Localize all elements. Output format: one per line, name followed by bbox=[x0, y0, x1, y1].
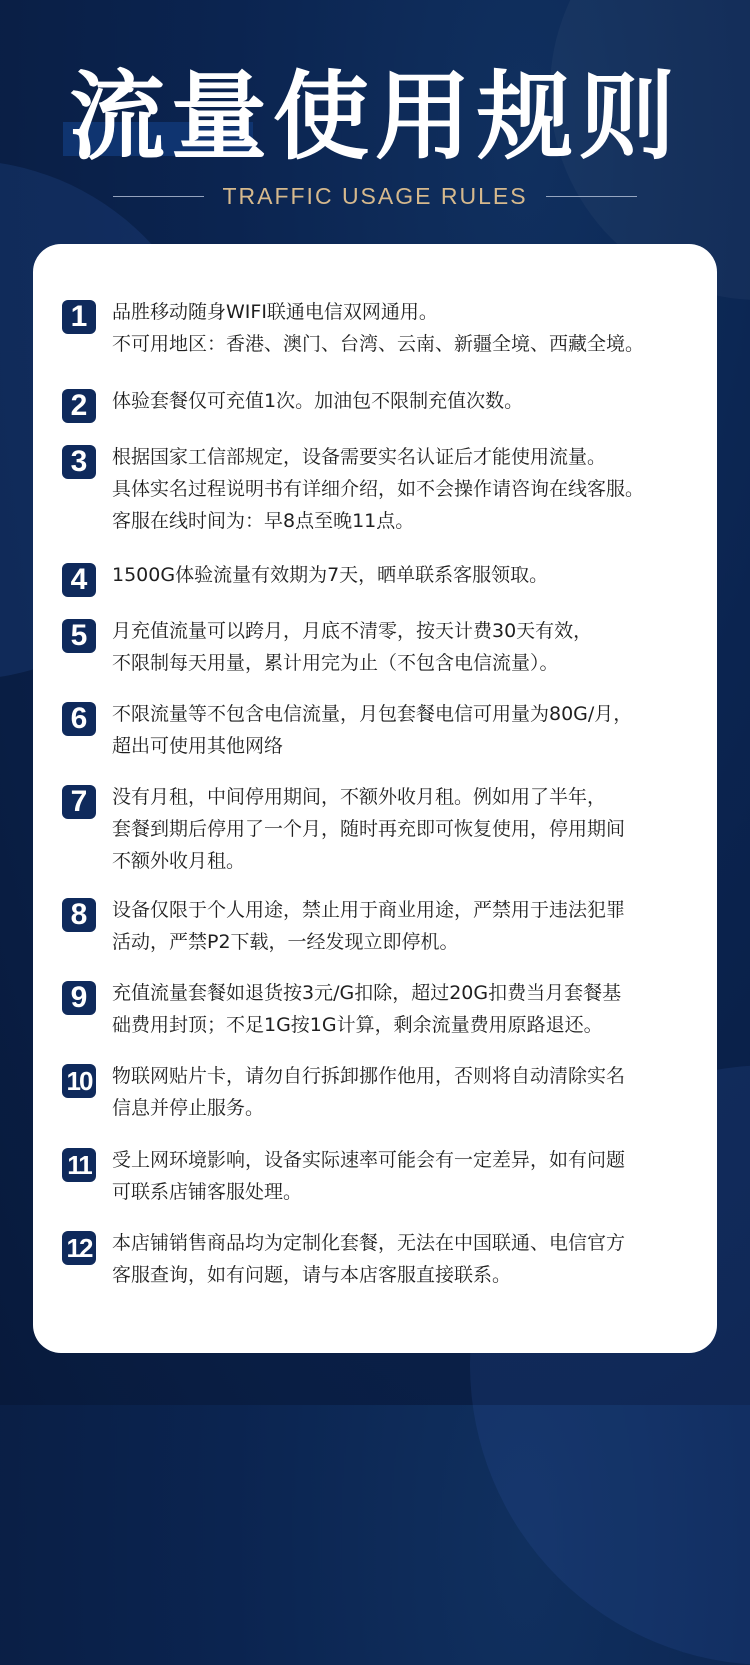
rule-item-11 bbox=[62, 1144, 702, 1208]
rule-text: 不限流量等不包含电信流量，月包套餐电信可用量为80G/月， 超出可使用其他网络 bbox=[112, 703, 633, 757]
rule-text: 物联网贴片卡，请勿自行拆卸挪作他用，否则将自动清除实名 信息并停止服务。 bbox=[112, 1065, 626, 1119]
rule-item-10 bbox=[62, 1060, 702, 1124]
rule-item-5 bbox=[62, 615, 702, 679]
rule-item-4 bbox=[62, 559, 702, 597]
title-area bbox=[0, 62, 750, 172]
rule-item-1 bbox=[62, 296, 702, 360]
rule-text: 设备仅限于个人用途，禁止用于商业用途，严禁用于违法犯罪 活动，严禁P2下载，一经发现立即停机。 bbox=[112, 899, 626, 953]
rule-number-badge: 8 bbox=[62, 898, 96, 932]
rule-item-6 bbox=[62, 698, 702, 762]
rule-number-badge: 6 bbox=[62, 702, 96, 736]
rule-number-badge: 4 bbox=[62, 563, 96, 597]
rule-number-badge: 2 bbox=[62, 389, 96, 423]
rule-number-badge: 10 bbox=[62, 1064, 96, 1098]
rule-text: 品胜移动随身WIFI联通电信双网通用。 不可用地区：香港、澳门、台湾、云南、新疆全境、西藏全境。 bbox=[112, 301, 645, 355]
rule-number-badge: 7 bbox=[62, 785, 96, 819]
divider-left bbox=[113, 196, 204, 197]
rule-number-badge: 3 bbox=[62, 445, 96, 479]
rule-number-badge: 5 bbox=[62, 619, 96, 653]
page-title bbox=[69, 62, 681, 172]
rule-number-badge: 11 bbox=[62, 1148, 96, 1182]
divider-right bbox=[546, 196, 637, 197]
rule-number-badge: 1 bbox=[62, 300, 96, 334]
page-subtitle: TRAFFIC USAGE RULES bbox=[222, 182, 528, 209]
rules-card bbox=[33, 244, 717, 1353]
rule-item-9 bbox=[62, 977, 702, 1041]
rule-item-2 bbox=[62, 385, 702, 423]
rule-text: 充值流量套餐如退货按3元/G扣除，超过20G扣费当月套餐基 础费用封顶；不足1G按1G计算，剩余流量费用原路退还。 bbox=[112, 982, 622, 1036]
rule-item-7 bbox=[62, 781, 702, 877]
rule-text: 本店铺销售商品均为定制化套餐，无法在中国联通、电信官方 客服查询，如有问题，请与本店客服直接联系。 bbox=[112, 1232, 626, 1286]
rule-text: 1500G体验流量有效期为7天，晒单联系客服领取。 bbox=[112, 564, 549, 586]
rule-text: 根据国家工信部规定，设备需要实名认证后才能使用流量。 具体实名过程说明书有详细介绍，如不会操作请咨询在线客服。 客服在线时间为：早8点至晚11点。 bbox=[112, 446, 645, 532]
rule-number-badge: 12 bbox=[62, 1231, 96, 1265]
page-title-text: 流量使用规则 bbox=[69, 61, 681, 173]
rule-text: 受上网环境影响，设备实际速率可能会有一定差异，如有问题 可联系店铺客服处理。 bbox=[112, 1149, 626, 1203]
rule-item-12 bbox=[62, 1227, 702, 1291]
rule-text: 月充值流量可以跨月，月底不清零，按天计费30天有效， 不限制每天用量，累计用完为止（不包含电信流量）。 bbox=[112, 620, 593, 674]
rule-item-3 bbox=[62, 441, 702, 537]
rule-text: 体验套餐仅可充值1次。加油包不限制充值次数。 bbox=[112, 390, 524, 412]
rule-item-8 bbox=[62, 894, 702, 958]
rule-number-badge: 9 bbox=[62, 981, 96, 1015]
rule-text: 没有月租，中间停用期间，不额外收月租。例如用了半年， 套餐到期后停用了一个月，随时再充即可恢复使用，停用期间 不额外收月租。 bbox=[112, 786, 626, 872]
subtitle-row bbox=[113, 181, 637, 211]
